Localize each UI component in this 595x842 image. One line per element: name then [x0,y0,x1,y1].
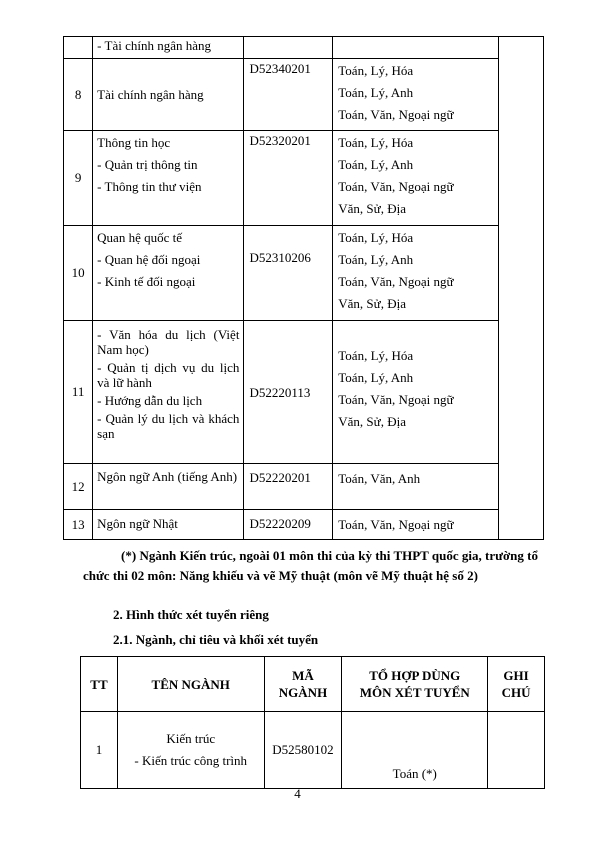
header-note-line: CHÚ [501,685,531,700]
major-code: D52320201 [244,131,333,226]
table-row [64,464,544,510]
major-name [93,37,244,59]
subject-combos [333,321,499,464]
major-name-line: - Kinh tế đối ngoại [97,274,196,289]
row-number: 8 [64,59,93,131]
combo-line: Toán, Văn, Ngoại ngữ [338,107,454,122]
combo-line: Toán, Văn, Ngoại ngữ [338,179,454,194]
section-heading: 2. Hình thức xét tuyển riêng [113,607,269,622]
special-admission-table [80,656,545,789]
row-number: 1 [81,712,118,789]
major-name-line: - Quản lý du lịch và khách sạn [97,411,240,441]
architecture-note: (*) Ngành Kiến trúc, ngoài 01 môn thi của kỳ thi THPT quốc gia, trường tổ chức thi 02 môn: Năng khiếu và vẽ Mỹ thuật (môn vẽ Mỹ thuật hệ số 2) [83,548,538,583]
major-name [93,59,244,131]
header-code [264,657,342,712]
combo-line: Toán, Văn, Ngoại ngữ [338,392,454,407]
table-row [64,131,544,226]
combo-line: Toán, Văn, Anh [338,471,421,486]
row-number: 9 [64,131,93,226]
major-name-line: Kiến trúc [166,731,216,746]
subject-combos [333,37,499,59]
combo-line: Toán, Văn, Ngoại ngữ [338,274,454,289]
header-code-line: MÃ [292,668,314,683]
major-name-line: - Thông tin thư viện [97,179,202,194]
major-code: D52310206 [244,226,333,321]
subject-combos [333,59,499,131]
major-name-line: - Kiến trúc công trình [134,753,248,768]
table-row [64,510,544,540]
major-name [93,226,244,321]
major-code: D52340201 [244,59,333,131]
combo-line: Toán, Lý, Anh [338,157,414,172]
major-name-line: Ngôn ngữ Anh (tiếng Anh) [97,469,238,484]
major-name-line: - Hướng dẫn du lịch [97,393,203,408]
table-row [64,321,544,464]
combo-line: Toán, Lý, Hóa [338,230,414,245]
row-number: 11 [64,321,93,464]
row-number: 10 [64,226,93,321]
row-number [64,37,93,59]
subsection-heading: 2.1. Ngành, chỉ tiêu và khối xét tuyển [113,632,319,647]
combo-line: Toán, Văn, Ngoại ngữ [338,517,454,532]
major-name-line: - Quản trị thông tin [97,157,198,172]
table-row [64,226,544,321]
row-number: 13 [64,510,93,540]
major-name-line: Quan hệ quốc tế [97,230,183,245]
combo-line: Văn, Sử, Địa [338,414,406,429]
combo-line: Toán, Lý, Anh [338,252,414,267]
major-code: D52580102 [264,712,342,789]
table-row [64,37,544,59]
major-name-line: Tài chính ngân hàng [97,87,204,102]
table-row [81,712,545,789]
major-name-line: Thông tin học [97,135,171,150]
header-tt: TT [81,657,118,712]
major-name [93,131,244,226]
combo-line: Toán, Lý, Hóa [338,63,414,78]
major-code: D52220201 [244,464,333,510]
combo-line: Văn, Sử, Địa [338,201,406,216]
combo-line: Văn, Sử, Địa [338,296,406,311]
majors-table [63,36,544,540]
major-name-line: - Quản tị dịch vụ du lịch và lữ hành [97,360,240,390]
combo-line: Toán, Lý, Hóa [338,135,414,150]
header-name: TÊN NGÀNH [117,657,264,712]
major-name [93,321,244,464]
header-combo-line: MÔN XÉT TUYỂN [359,685,470,700]
subject-combos [333,226,499,321]
note-column-cell [499,37,544,540]
major-name-line: - Tài chính ngân hàng [97,38,212,53]
header-code-line: NGÀNH [278,685,328,700]
note-cell [488,712,545,789]
combo-line: Toán, Lý, Anh [338,370,414,385]
combo-line: Toán, Lý, Hóa [338,348,414,363]
table-row [64,59,544,131]
subject-combos [333,131,499,226]
page-number: 4 [294,786,301,801]
major-code: D52220209 [244,510,333,540]
header-note [488,657,545,712]
subject-combos: Toán (*) [342,712,488,789]
major-name [93,510,244,540]
combo-line: Toán, Lý, Anh [338,85,414,100]
major-name-line: - Quan hệ đối ngoại [97,252,201,267]
major-name [93,464,244,510]
major-code: D52220113 [244,321,333,464]
major-code [244,37,333,59]
subject-combos [333,464,499,510]
header-combo [342,657,488,712]
table-header-row [81,657,545,712]
major-name-line: - Văn hóa du lịch (Việt Nam học) [97,327,240,357]
major-name-line: Ngôn ngữ Nhật [97,516,178,531]
header-combo-line: TỔ HỢP DÙNG [369,668,461,683]
row-number: 12 [64,464,93,510]
major-name [117,712,264,789]
subject-combos [333,510,499,540]
header-note-line: GHI [503,668,529,683]
